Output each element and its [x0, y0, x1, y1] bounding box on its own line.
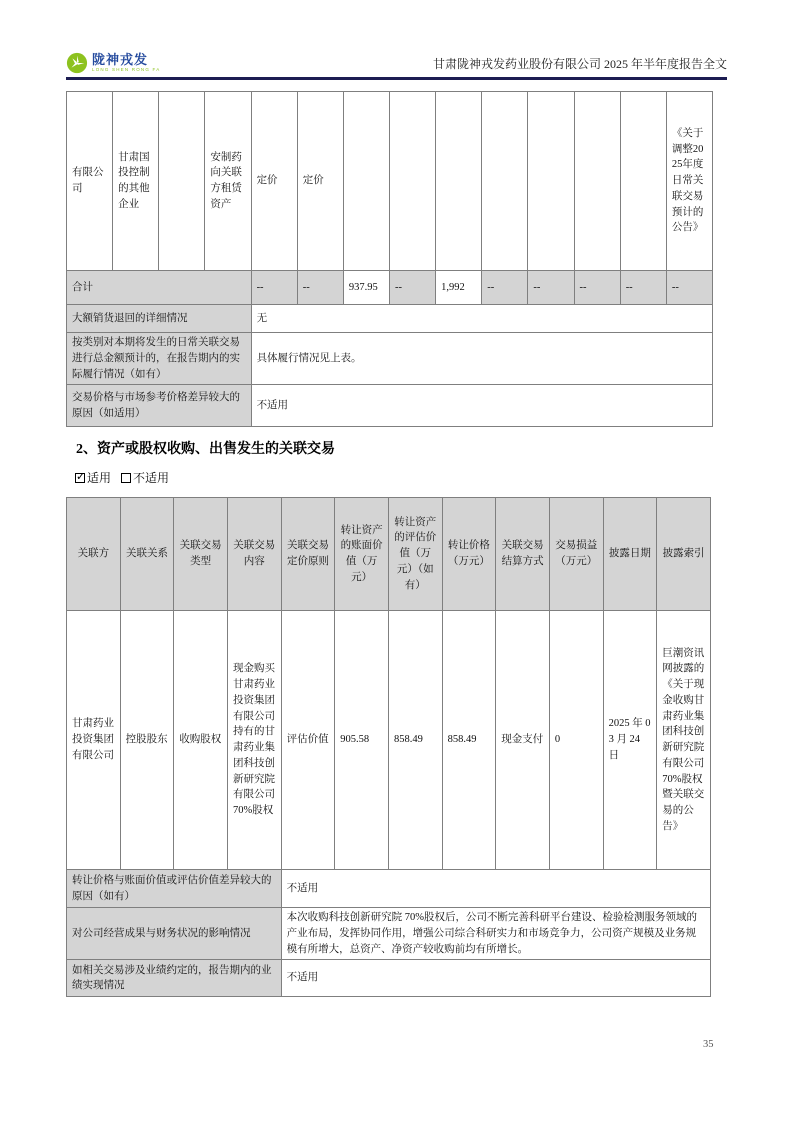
- not-applicable-option: [121, 469, 169, 486]
- col-header-relationship: 关联关系: [120, 498, 174, 611]
- total-cell: --: [620, 271, 666, 305]
- section-title: 2、资产或股权收购、出售发生的关联交易: [76, 442, 335, 457]
- note-row-value-difference: [67, 870, 711, 908]
- cell-relationship: 甘肃国投控制的其他企业: [113, 92, 159, 271]
- col-header-gain-loss: 交易损益（万元）: [549, 498, 603, 611]
- cell-transaction-content: 现金购买甘肃药业投资集团有限公司持有的甘肃药业集团科技创新研究院有限公司70%股权: [227, 611, 281, 870]
- data-row: [67, 611, 711, 870]
- cell-relationship: 控股股东: [120, 611, 174, 870]
- note-value: 具体履行情况见上表。: [251, 333, 712, 385]
- cell-pricing-principle: 定价: [251, 92, 297, 271]
- asset-acquisition-table: [66, 497, 711, 997]
- cell-empty: [482, 92, 528, 271]
- header-row: [67, 498, 711, 611]
- note-label: 转让价格与账面价值或评估价值差异较大的原因（如有）: [67, 870, 282, 908]
- cell-settlement-method: 现金支付: [496, 611, 550, 870]
- note-label: 对公司经营成果与财务状况的影响情况: [67, 908, 282, 960]
- cell-appraised-value: 858.49: [388, 611, 442, 870]
- col-header-related-party: 关联方: [67, 498, 121, 611]
- note-value: 不适用: [281, 870, 710, 908]
- document-title: 甘肃陇神戎发药业股份有限公司 2025 年半年度报告全文: [432, 57, 727, 71]
- total-cell: --: [528, 271, 574, 305]
- total-cell: --: [251, 271, 297, 305]
- note-value: 无: [251, 305, 712, 333]
- page-number: 35: [703, 1039, 714, 1050]
- table-row-continuation: [67, 92, 713, 271]
- cell-disclosure-index: 巨潮资讯网披露的《关于现金收购甘肃药业集团科技创新研究院有限公司70%股权暨关联交易的公告》: [657, 611, 711, 870]
- cell-gain-loss: 0: [549, 611, 603, 870]
- page-header: [66, 44, 727, 80]
- applicable-option: [75, 469, 111, 486]
- note-row-performance-commitment: [67, 960, 711, 997]
- total-cell: --: [666, 271, 712, 305]
- note-value: 本次收购科技创新研究院 70%股权后，公司不断完善科研平台建设、检验检测服务领域的产业布局，发挥协同作用，增强公司综合科研实力和市场竞争力，公司资产规模及业务规模有所增大，总资产、净资产较收购前均有所增长。: [281, 908, 710, 960]
- daily-related-transactions-table: [66, 91, 713, 427]
- applicable-label: 适用: [87, 471, 112, 485]
- logo-pinwheel-icon: [66, 52, 88, 74]
- col-header-transaction-content: 关联交易内容: [227, 498, 281, 611]
- cell-transaction-type: 收购股权: [174, 611, 228, 870]
- note-row-impact: [67, 908, 711, 960]
- col-header-disclosure-date: 披露日期: [603, 498, 657, 611]
- cell-empty: [528, 92, 574, 271]
- note-label: 按类别对本期将发生的日常关联交易进行总金额预计的，在报告期内的实际履行情况（如有）: [67, 333, 252, 385]
- col-header-disclosure-index: 披露索引: [657, 498, 711, 611]
- cell-transaction-content: 安制药向关联方租赁资产: [205, 92, 251, 271]
- company-logo: [66, 52, 160, 77]
- checked-checkbox-icon: ✓: [76, 469, 86, 483]
- cell-transaction-type: [159, 92, 205, 271]
- col-header-settlement-method: 关联交易结算方式: [496, 498, 550, 611]
- col-header-transfer-price: 转让价格（万元）: [442, 498, 496, 611]
- cell-pricing-principle: 评估价值: [281, 611, 335, 870]
- col-header-book-value: 转让资产的账面价值（万元）: [335, 498, 389, 611]
- total-cell: --: [482, 271, 528, 305]
- cell-disclosure-index: 《关于调整2025年度日常关联交易预计的公告》: [666, 92, 712, 271]
- note-value: 不适用: [251, 385, 712, 427]
- col-header-appraised-value: 转让资产的评估价值（万元）（如有）: [388, 498, 442, 611]
- note-row-estimate-performance: [67, 333, 713, 385]
- total-label: 合计: [67, 271, 252, 305]
- cell-empty: [343, 92, 389, 271]
- total-amount-cell: 937.95: [343, 271, 389, 305]
- cell-empty: [389, 92, 435, 271]
- total-row: [67, 271, 713, 305]
- cell-related-party: 甘肃药业投资集团有限公司: [67, 611, 121, 870]
- cell-related-party: 有限公司: [67, 92, 113, 271]
- col-header-pricing-principle: 关联交易定价原则: [281, 498, 335, 611]
- note-label: 大额销货退回的详细情况: [67, 305, 252, 333]
- applicability-line: [75, 469, 169, 486]
- col-header-transaction-type: 关联交易类型: [174, 498, 228, 611]
- note-value: 不适用: [281, 960, 710, 997]
- total-cell: --: [297, 271, 343, 305]
- cell-price: 定价: [297, 92, 343, 271]
- logo-brand-cn: 陇神戎发: [92, 52, 149, 68]
- total-approved-quota-cell: 1,992: [436, 271, 482, 305]
- note-label: 交易价格与市场参考价格差异较大的原因（如适用）: [67, 385, 252, 427]
- note-row-price-difference: [67, 385, 713, 427]
- logo-brand-en: LONG SHEN RONG FA: [92, 67, 161, 73]
- cell-empty: [436, 92, 482, 271]
- note-label: 如相关交易涉及业绩约定的，报告期内的业绩实现情况: [67, 960, 282, 997]
- cell-empty: [574, 92, 620, 271]
- cell-disclosure-date: 2025 年 03 月 24 日: [603, 611, 657, 870]
- note-row-returns: [67, 305, 713, 333]
- cell-book-value: 905.58: [335, 611, 389, 870]
- not-applicable-label: 不适用: [133, 471, 170, 485]
- cell-transfer-price: 858.49: [442, 611, 496, 870]
- unchecked-checkbox-icon: [121, 473, 131, 483]
- total-cell: --: [574, 271, 620, 305]
- total-cell: --: [389, 271, 435, 305]
- cell-empty: [620, 92, 666, 271]
